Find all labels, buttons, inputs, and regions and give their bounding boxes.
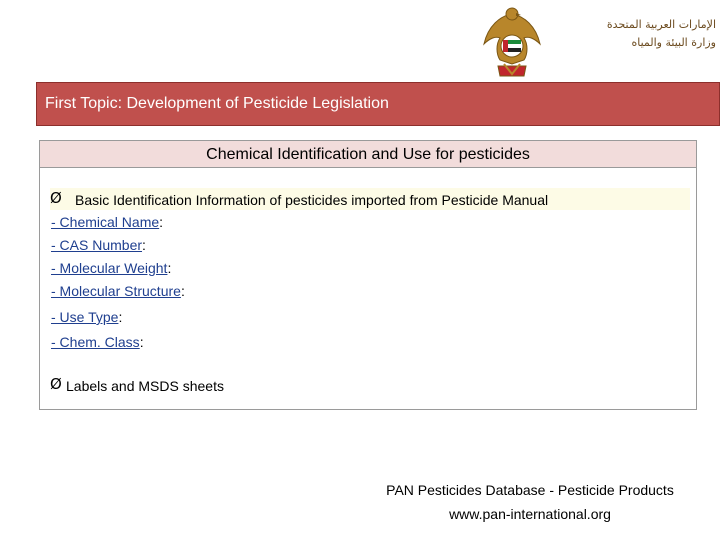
item-molecular-structure (51, 283, 185, 303)
source-title: PAN Pesticides Database - Pesticide Products (386, 482, 674, 498)
uae-emblem-icon (480, 4, 544, 80)
item-cas-number (51, 237, 146, 257)
source-citation (360, 478, 700, 526)
item-use-type (51, 309, 122, 329)
bullet-labels-msds (50, 374, 690, 396)
item-suffix: : (139, 334, 144, 350)
item-label: - Molecular Structure (51, 283, 181, 299)
item-suffix: : (142, 237, 146, 253)
item-suffix: : (159, 214, 164, 230)
item-label: - Molecular Weight (51, 260, 168, 276)
item-suffix: : (167, 260, 172, 276)
ministry-name (552, 16, 716, 52)
item-label: - Chem. Class (51, 334, 140, 350)
item-chemical-name (51, 214, 163, 234)
section-header (40, 141, 696, 168)
arabic-country-name: الإمارات العربية المتحدة (606, 18, 716, 31)
item-label: - Use Type (51, 309, 119, 325)
content-panel (39, 140, 697, 410)
topic-banner (36, 82, 720, 126)
ministry-header (470, 2, 718, 80)
arrow-bullet-icon: Ø (50, 375, 62, 393)
bullet-basic-identification (50, 188, 690, 210)
topic-title: First Topic: Development of Pesticide Legislation (45, 95, 389, 112)
section-title: Chemical Identification and Use for pesticides (206, 146, 530, 163)
arabic-ministry-name: وزارة البيئة والمياه (631, 36, 716, 49)
item-suffix: : (118, 309, 123, 325)
item-label: - Chemical Name (51, 214, 160, 230)
source-url: www.pan-international.org (449, 506, 611, 522)
item-molecular-weight (51, 260, 171, 280)
item-label: - CAS Number (51, 237, 143, 253)
bullet-text: Labels and MSDS sheets (66, 378, 224, 394)
arrow-bullet-icon: Ø (50, 189, 62, 207)
bullet-text: Basic Identification Information of pesticides imported from Pesticide Manual (75, 192, 549, 208)
item-chem-class (51, 334, 144, 354)
item-suffix: : (180, 283, 185, 299)
